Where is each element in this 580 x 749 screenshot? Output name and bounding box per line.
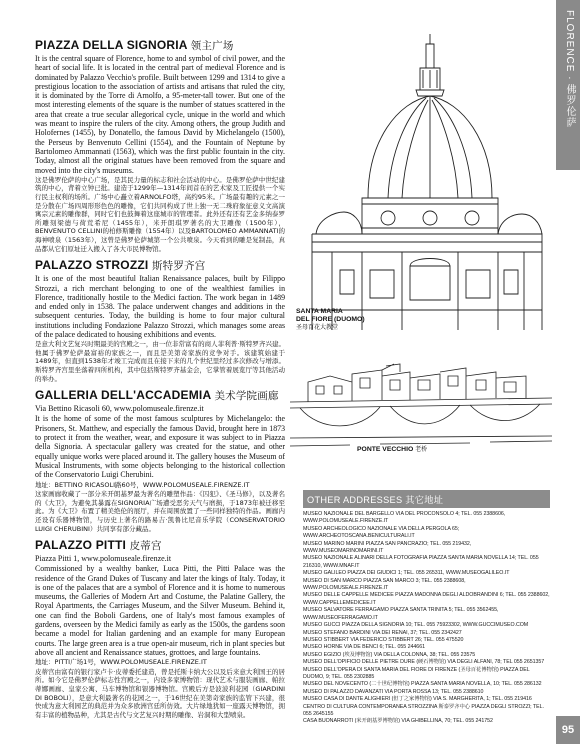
duomo-caption — [296, 308, 365, 332]
address-item: MUSEO GALILEO PIAZZA DEI GIUDICI 1; TEL. 055 265311, WWW.MUSEOGALILEO.IT — [303, 570, 510, 577]
address-item: MUSEO DEL NOVECENTO (二十世纪博物馆) PIAZZA SANTA MARIA NOVELLA, 10; TEL. 055 286132 — [303, 681, 542, 688]
address: Piazza Pitti 1, www.polomuseale.firenze.it — [35, 554, 172, 564]
section-pitti — [35, 538, 285, 719]
bridge-caption-en: PONTE VECCHIO — [357, 446, 414, 453]
duomo-illustration — [292, 30, 552, 330]
address-item: MUSEO CASA DI DANTE ALIGHIERI (但丁之家博物馆) VIA S. MARGHERITA, 1; TEL. 055 219416 — [303, 696, 532, 703]
address-item: MUSEO ARCHEOLOGICO NAZIONALE VIA DELLA PERGOLA 65; WWW.ARCHEOTOSCANA.BENICULTURALI.IT — [303, 525, 460, 540]
address-item: CENTRO DI CULTURA CONTEMPORANEA STROZZINA 斯泰罗齐中心 PIAZZA DEGLI STROZZI; TEL. 055 2645155 — [303, 703, 544, 717]
address-item: MUSEO SALVATORE FERRAGAMO PIAZZA SANTA TRINITA 5; TEL. 055 3562455, WWW.MUSEOFERRAGAMO.IT — [303, 607, 499, 621]
body-en: It is the home of some of the most famous sculptures by Michelangelo: the Prisoners, St. Matthew, and especially the famous David, brought here in 1873 to protect it from the weather, wear, and exposure it was subject to in Piazza della Signoria. A spectacular gallery was created for the statue, and other equally unique works were placed around it. The gallery houses the Museum of Musical Instruments, with some objects belonging to the historical collection of the Conservatorio Luigi Cherubini. — [35, 414, 285, 480]
title-zh: 领主广场 — [190, 40, 234, 52]
address-item: MUSEO DI PALAZZO DAVANZATI VIA PORTA ROSSA 13; TEL. 055 2388610 — [303, 688, 484, 695]
section-accademia — [35, 388, 285, 533]
section-title — [35, 388, 285, 403]
body-en: It is the central square of Florence, home to and symbol of civil power, and the heart of social life. It is located in the central part of medieval Florence and is dominated by Palazzo Vecchio's profile. Built between 1299 and 1314 to give a prestigious location to the association of artists and artisans that ruled the city, it is dominated by the Torre di Arnolfo, a 95-meter-tall tower. But one of the most interesting elements of the square is the number of statues scattered in the area that create a true secular allegorical cycle, unique in the world and which was meant to inspire the rulers of the city. Among others, the group Judith and Holofernes (1455), by Donatello, the famous David by Michelangelo (1500), the Perseus by Benvenuto Cellini (1554), and the Fountain of Neptune by Bartolomeo Ammannati (1563), which was the first public fountain in the city. Today, almost all the original statues have been removed from the square and moved into the city's museums. — [35, 54, 285, 175]
address-item: MUSEO STIBBERT VIA FEDERICO STIBBERT 26; TEL. 055 475520 — [303, 636, 464, 643]
section-title — [35, 258, 285, 273]
address-item: MUSEO DELL'OPERA DI SANTA MARIA DEL FIORE DI FIRENZE (圣母百花博物馆) PIAZZA DEL DUOMO, 9; TEL. 055 2302885 — [303, 666, 530, 680]
duomo-caption-zh: 圣母百花大教堂 — [296, 324, 339, 331]
title-en: PALAZZO STROZZI — [35, 258, 149, 273]
duomo-caption-en: SANTA MARIA DEL FIORE (DUOMO) — [296, 308, 365, 323]
address-item: MUSEO HORNE VIA DE BENCI 6; TEL. 055 244661 — [303, 644, 425, 651]
title-en: PIAZZA DELLA SIGNORIA — [35, 38, 188, 52]
section-title — [35, 538, 285, 553]
address-item: MUSEO STEFANO BARDINI VIA DEI RENAI, 37; TEL. 055 2342427 — [303, 629, 462, 636]
address-item: CASA BUONARROTI (米开朗基罗博物馆) VIA GHIBELLINA, 70; TEL. 055 241752 — [303, 718, 493, 725]
address-item: MUSEO GUCCI PIAZZA DELLA SIGNORIA 10; TEL. 055 75923302, WWW.GUCCIMUSEO.COM — [303, 622, 529, 629]
address-zh: 地址：BETTINO RICASOLI路60号，WWW.POLOMUSEALE.FIRENZE.IT — [35, 480, 250, 489]
body-zh: 这家画廊收藏了一部分米开朗基罗最为著名的雕塑作品：《囚犯》、《圣马修》，以及著名的《大卫》，为避免其暴露在SIGNORIA广场遭受恶劣天气与磨损，于1873年被迁移至此。为《大卫》布置了精美绝伦的展厅，并在周围放置了一些同样独特的作品。画廊内还设有乐器博物馆，与历史上著名的路易吉·凯鲁比尼音乐学院（CONSERVATORIO LUIGI CHERUBINI）共同享有部分藏品。 — [35, 490, 285, 533]
other-addresses-list — [303, 511, 550, 726]
ponte-vecchio-illustration — [290, 362, 552, 452]
bridge-caption — [357, 446, 427, 454]
address-item: MUSEO EGIZIO (埃及博物馆) VIA DELLA COLONNA, 38; TEL. 055 23575 — [303, 651, 476, 658]
title-zh: 美术学院画廊 — [214, 390, 279, 403]
side-tab — [556, 0, 580, 170]
other-addresses-box — [303, 490, 550, 726]
body-en: It is one of the most beautiful Italian Renaissance palaces, built by Filippo Strozzi, a rich merchant belonging to one of the wealthiest families in Florence, traditionally hostile to the Medici faction. The work began in 1489 and ended only in 1538. The palace underwent changes and additions in the subsequent centuries. Today, the building is home to four major cultural institutions including Fondazione Palazzo Strozzi, which manages some areas of the palace dedicated to housing exhibitions and events. — [35, 274, 285, 339]
body-zh: 是意大利文艺复兴时期最美的宫殿之一，由一位非常富有的商人菲利普·斯特罗齐兴建。他属于佛罗伦萨最富裕的家族之一，而且是美第奇家族的竞争对手。该建筑始建于1489年，但直到1538年才竣工完成而且在接下来的几个世纪里经过多次修改与增添。斯特罗齐宫里坐落着四所机构，其中包括斯特罗齐基金会，它掌管着展览厅等其他活动的举办。 — [35, 340, 285, 383]
section-strozzi — [35, 258, 285, 383]
address-item: MUSEO NAZIONALE DEL BARGELLO VIA DEL PROCONSOLO 4; TEL. 055 2388606, WWW.POLOMUSEALE.FIRENZE.IT — [303, 511, 506, 525]
address: Via Bettino Ricasoli 60, www.polomuseale.firenze.it — [35, 404, 204, 414]
other-addresses-header: OTHER ADDRESSES 其它地址 — [303, 490, 550, 508]
address-item: MUSEO DELLE CAPPELLE MEDICEE PIAZZA MADONNA DEGLI ALDOBRANDINI 6; TEL. 055 2388602, WWW.CAPPELLEMEDICEE.IT — [303, 592, 550, 606]
section-title — [35, 38, 285, 53]
page-number: 95 — [556, 716, 580, 744]
side-tab-label: FLORENCE · 佛罗伦萨 — [564, 10, 575, 129]
address-item: MUSEO DELL'OPIFICIO DELLE PIETRE DURE (硬石博物馆) VIA DEGLI ALFANI, 78; TEL 055 2651357 — [303, 659, 545, 666]
address-item: MUSEO MARINO MARINI PIAZZA SAN PANCRAZIO; TEL. 055 219432, WWW.MUSEOMARINOMARINI.IT — [303, 540, 472, 555]
body-zh: 这是佛罗伦萨的中心广场，是其民力量的标志和社会活动的中心。是佛罗伦萨中世纪建筑的中心，背着立钟已批。建造于1299年—1314年间首在的艺术家及工匠提供一个实行民主权利的场所。广场中心矗立着ARNOLFO塔，高约95米。广场最有趣的元素之一是分散在广场四周形形色色的雕像，它们共同构成了世上独一无二珠府象征意义文高演寓宗元素的雕像群，同时它们也鼓舞着这座城市的管理者。此外还有还有艺金多纳泰罗所雕刻梁德与荷荒希尼（1455年），米开朗琪罗著名的大卫雕像（1500年），BENVENUTO CELLINI的柏修斯雕像（1554年）以及BARTOLOMEO AMMANNATI的海神喷泉（1563年），这曾是佛罗伦萨城第一个公共喷泉。今天看到的雕是复制品，真品都从它们原址迁入搬入了各大市民博物馆。 — [35, 175, 285, 253]
address-zh: 地址：PITTI广场1号，WWW.POLOMUSEALE.FIRENZE.IT — [35, 658, 207, 667]
section-signoria — [35, 38, 285, 253]
body-en: Commissioned by a wealthy banker, Luca Pitti, the Pitti Palace was the residence of the Grand Dukes of Tuscany and later the kings of Italy. Today, it is one of the palaces that are a symbol of Florence and it is home to numerous museums, the Galleries of Modern Art and Costume, the Palatine Gallery, the Royal Apartments, the Carriages Museum, and the Silver Museum. Behind it, one can find the Boboli Gardens, one of Italy's most famous examples of gardens, overseen by the Medici family as early as the 1500s, the gardens soon became a model for Italian gardening and an example for many European courts. The large green area is a true open-air museum, rich in plant species but above all ancient and Renaissance statues, grottoes, and large fountains. — [35, 564, 285, 657]
title-zh: 斯特罗齐宫 — [151, 260, 206, 273]
title-zh: 皮蒂宫 — [129, 540, 162, 553]
address-item: MUSEO DI SAN MARCO PIAZZA SAN MARCO 3; TEL. 055 2388608, WWW.POLOMUSEALE.FIRENZE.IT — [303, 577, 466, 592]
title-en: PALAZZO PITTI — [35, 538, 127, 553]
title-en: GALLERIA DELL'ACCADEMIA — [35, 388, 211, 403]
address-item: MUSEO NAZIONALE ALINARI DELLA FOTOGRAFIA PIAZZA SANTA MARIA NOVELLA 14; TEL. 055 216310, WWW.MNAF.IT — [303, 555, 539, 569]
bridge-caption-zh: 老桥 — [415, 446, 428, 453]
body-zh: 皮蒂宫由富有的银行家卢卡·皮蒂委托建造，曾是托斯卡纳大公以及后来意大利国王的居所。如今它是佛罗伦萨标志性宫殿之一，内设多家博物馆：现代艺术与服装画廊、帕拉蒂娜画廊、皇家公寓、马车博物馆和银器博物馆。宫殿后方是波波利花园（GIARDINI DI BOBOLI），是意大利最著名的花园之一，于16世纪在美第奇家族的监管下兴建，很快成为意大利园艺的典范并为众多欧洲宫廷所仿效。大片绿地犹如一座露天博物馆，拥有丰富的植物品种，尤其是古代与文艺复兴时期的雕像、岩洞和大型喷泉。 — [35, 667, 285, 719]
left-column — [35, 38, 285, 724]
